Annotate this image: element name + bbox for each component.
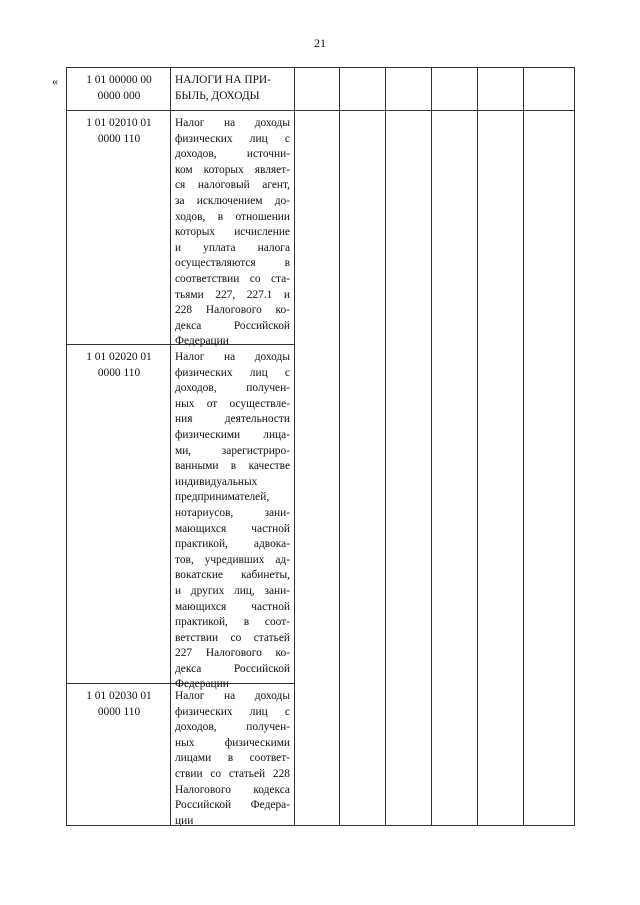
desc-line: ных от осуществле- xyxy=(175,397,290,410)
desc-line: Налог на доходы xyxy=(175,351,290,363)
desc-line: ходов, в отношении xyxy=(175,210,290,223)
code-line: 1 01 02030 01 xyxy=(86,690,152,702)
desc-line: практикой, адвока- xyxy=(175,538,290,551)
desc-line: ком которых являет- xyxy=(175,163,290,176)
desc-line: тьями 227, 227.1 и xyxy=(175,288,290,301)
desc-line: нотариусов, зани- xyxy=(175,506,290,519)
desc-line: физических лиц с xyxy=(175,132,290,145)
code-line: 0000 000 xyxy=(97,89,141,102)
table-border-left xyxy=(66,67,67,826)
desc-line: вокатские кабинеты, xyxy=(175,569,290,582)
desc-line: и других лиц, зани- xyxy=(175,584,290,597)
desc-line: доходов, получен- xyxy=(175,721,290,734)
desc-line: 227 Налогового ко- xyxy=(175,647,290,660)
code-line: 0000 110 xyxy=(97,705,141,718)
row-2-description xyxy=(175,116,290,350)
desc-line: декса Российской xyxy=(175,319,290,332)
table-border-bottom xyxy=(66,825,575,826)
desc-line: Федерации xyxy=(175,335,229,348)
desc-line: мающихся частной xyxy=(175,600,290,613)
desc-line: Российской Федера- xyxy=(175,799,290,812)
desc-line: лицами в соответ- xyxy=(175,752,290,765)
desc-line: БЫЛЬ, ДОХОДЫ xyxy=(175,89,260,102)
desc-line: тов, учредивших ад- xyxy=(175,553,290,566)
table-column-divider xyxy=(170,67,171,826)
row-3-code xyxy=(70,350,168,381)
desc-line: соответствии со ста- xyxy=(175,272,290,285)
row-4-description xyxy=(175,689,290,829)
row-1-code xyxy=(70,73,168,104)
table-border-top xyxy=(66,67,575,68)
desc-line: ния деятельности xyxy=(175,413,290,426)
opening-quote-mark: « xyxy=(52,74,58,88)
desc-line: за исключением до- xyxy=(175,194,290,207)
code-line: 1 01 00000 00 xyxy=(86,74,152,86)
desc-line: практикой, в соот- xyxy=(175,616,290,629)
desc-line: физическими лица- xyxy=(175,428,290,441)
desc-line: ванными в качестве xyxy=(175,460,290,473)
row-3-description xyxy=(175,350,290,693)
desc-line: доходов, получен- xyxy=(175,382,290,395)
table-column-divider xyxy=(385,67,386,826)
code-line: 1 01 02010 01 xyxy=(86,117,152,129)
desc-line: декса Российской xyxy=(175,662,290,675)
desc-line: физических лиц с xyxy=(175,705,290,718)
desc-line: осуществляются в xyxy=(175,257,290,270)
row-1-description xyxy=(175,73,290,104)
table-row-divider xyxy=(66,110,575,111)
desc-line: Федерации xyxy=(175,678,229,691)
page-number: 21 xyxy=(314,36,326,50)
table-column-divider xyxy=(477,67,478,826)
desc-line: Налогового кодекса xyxy=(175,783,290,796)
desc-line: 228 Налогового ко- xyxy=(175,304,290,317)
table-column-divider xyxy=(294,67,295,826)
table-column-divider xyxy=(523,67,524,826)
table-column-divider xyxy=(339,67,340,826)
row-4-code xyxy=(70,689,168,720)
desc-line: ся налоговый агент, xyxy=(175,179,290,192)
desc-line: физических лиц с xyxy=(175,366,290,379)
desc-line: мающихся частной xyxy=(175,522,290,535)
desc-line: ции xyxy=(175,814,194,827)
code-line: 0000 110 xyxy=(97,366,141,379)
desc-line: ветствии со статьей xyxy=(175,631,290,644)
desc-line: НАЛОГИ НА ПРИ- xyxy=(175,74,271,86)
table-border-right xyxy=(574,67,575,826)
desc-line: Налог на доходы xyxy=(175,690,290,702)
desc-line: ных физическими xyxy=(175,736,290,749)
table-column-divider xyxy=(431,67,432,826)
desc-line: ствии со статьей 228 xyxy=(175,767,290,780)
desc-line: индивидуальных xyxy=(175,475,258,488)
desc-line: ми, зарегистриро- xyxy=(175,444,290,457)
desc-line: и уплата налога xyxy=(175,241,290,254)
row-2-code xyxy=(70,116,168,147)
code-line: 1 01 02020 01 xyxy=(86,351,152,363)
desc-line: предпринимателей, xyxy=(175,491,270,504)
desc-line: Налог на доходы xyxy=(175,117,290,129)
desc-line: доходов, источни- xyxy=(175,148,290,161)
code-line: 0000 110 xyxy=(97,132,141,145)
desc-line: которых исчисление xyxy=(175,226,290,239)
